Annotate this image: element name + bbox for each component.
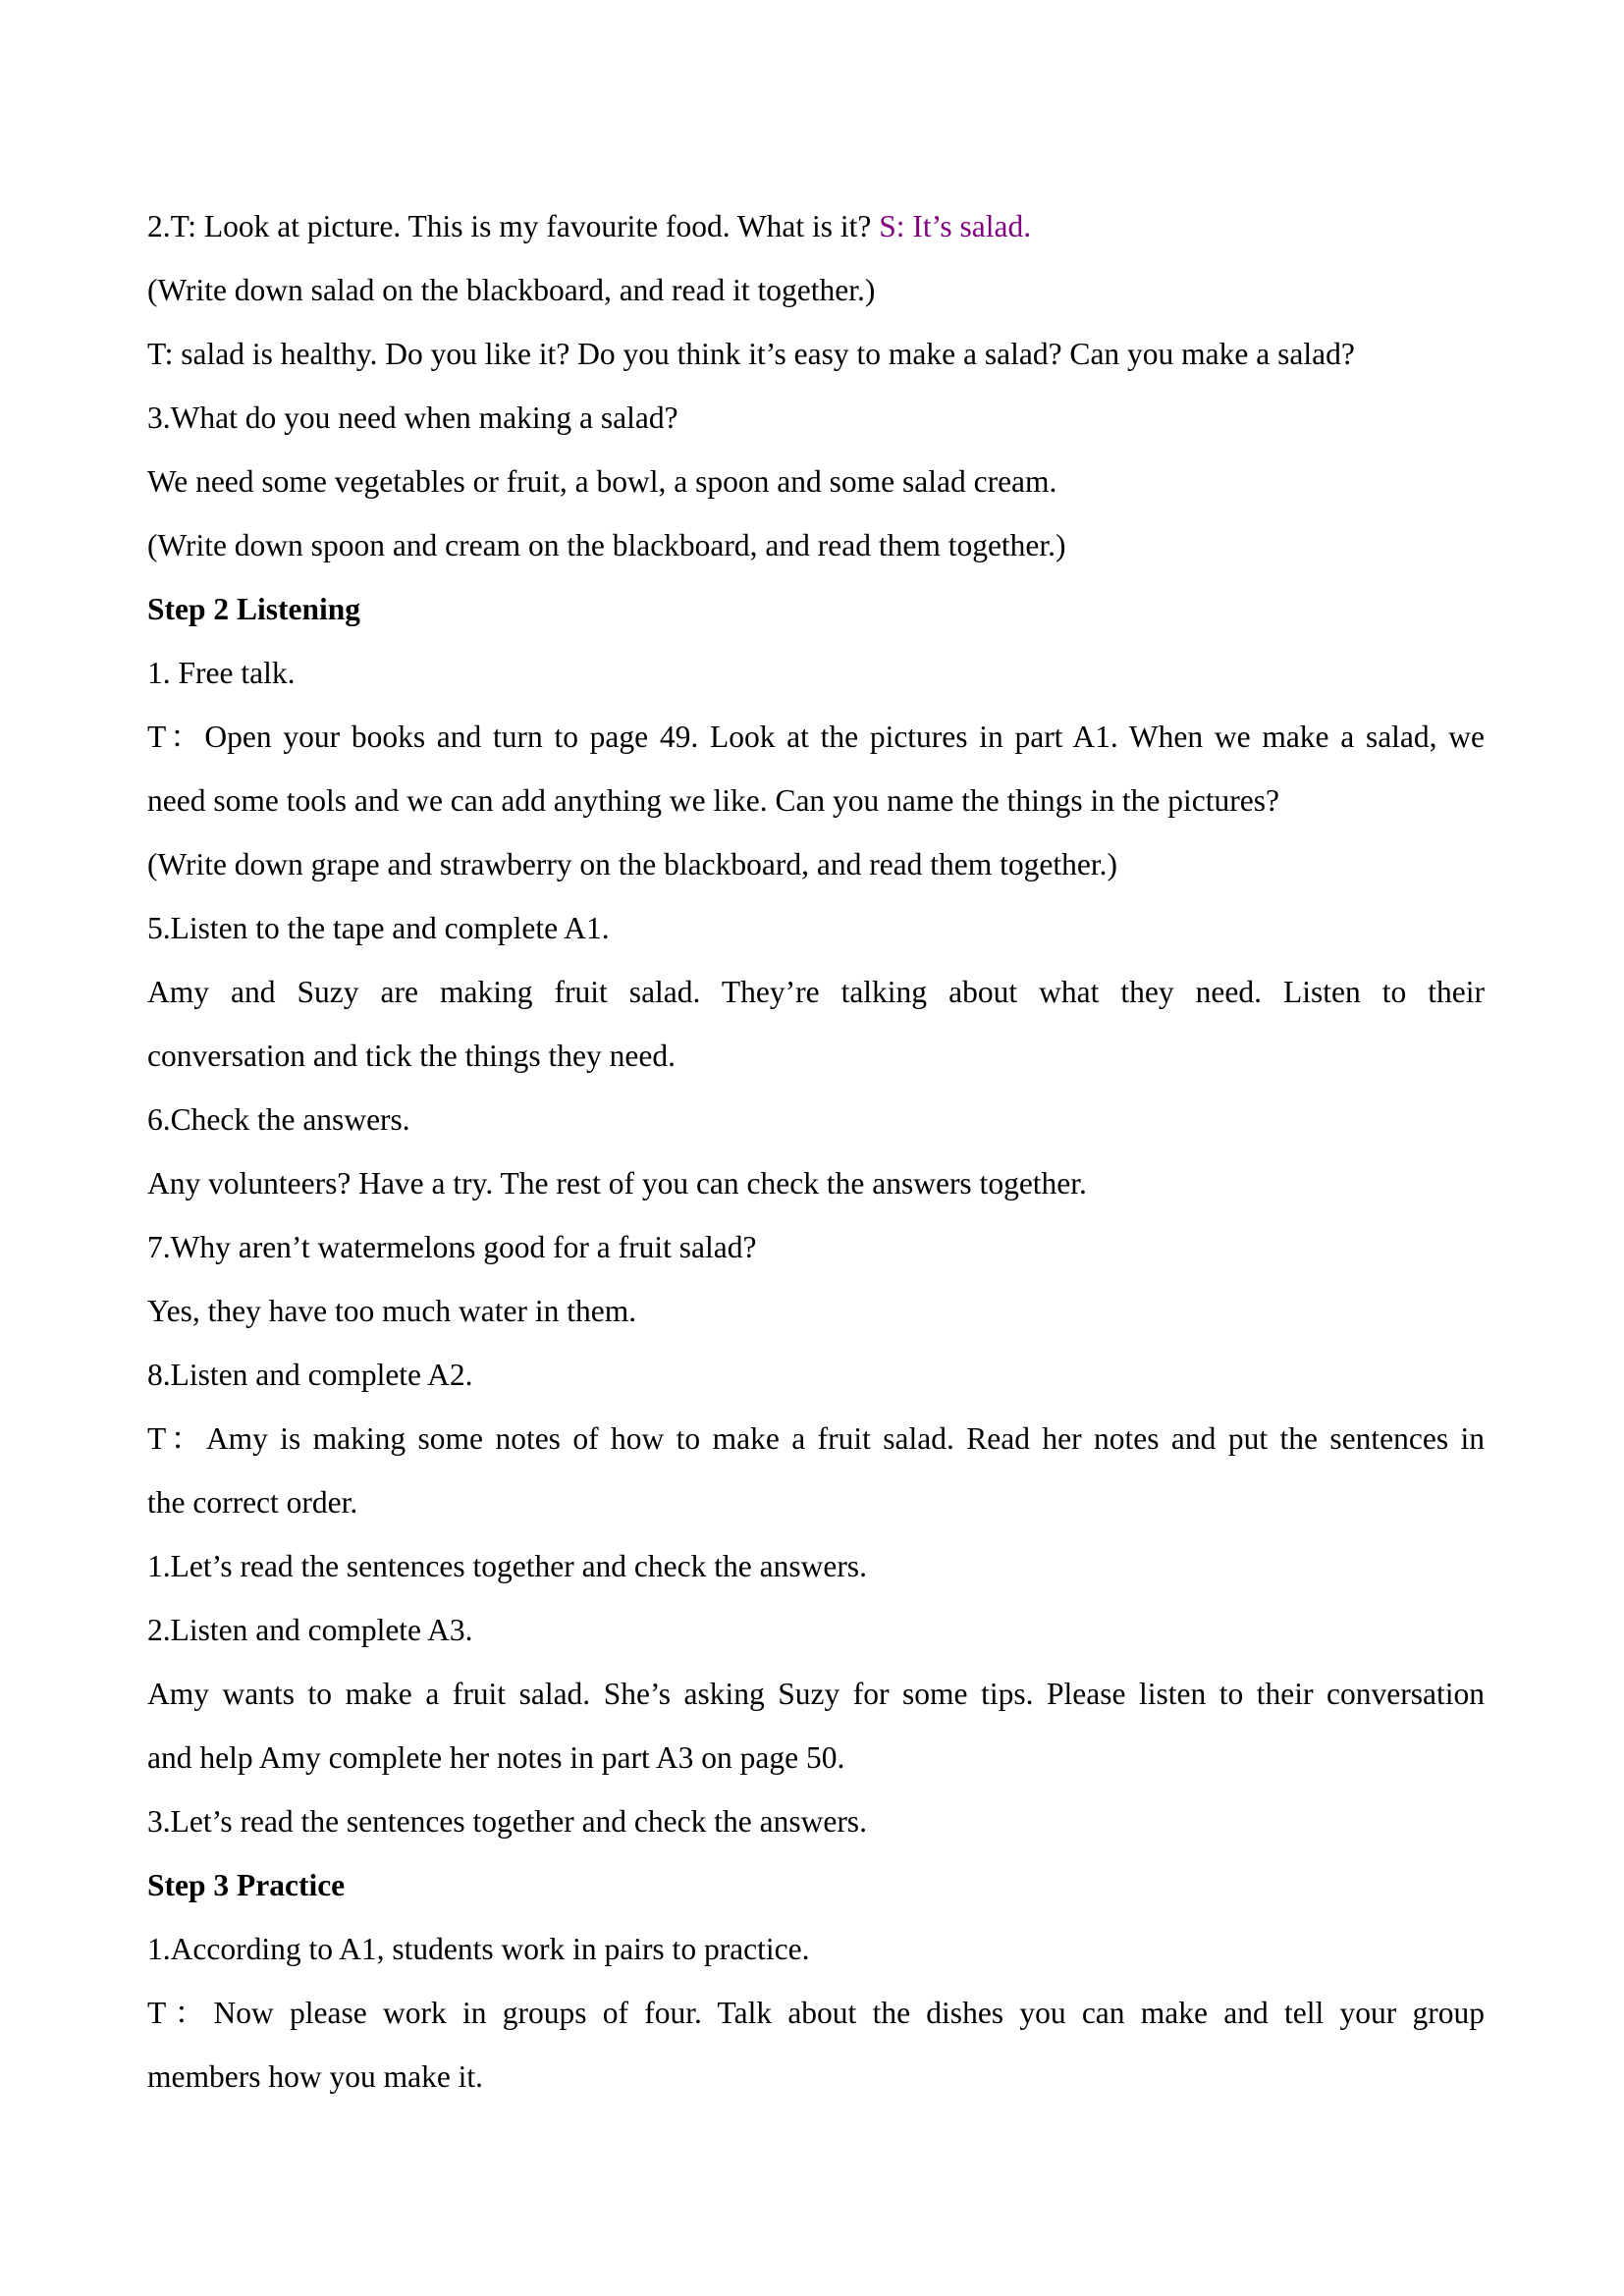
item-read-sentences-3: 3.Let’s read the sentences together and check the answers. (147, 1804, 867, 1839)
section-heading-step-2: Step 2 Listening (147, 592, 361, 626)
section-heading-step-3: Step 3 Practice (147, 1868, 346, 1902)
item-free-talk: 1. Free talk. (147, 656, 296, 690)
paragraph-amy-suzy-cont: conversation and tick the things they need. (147, 1039, 676, 1073)
dialogue-line-favourite-food (147, 207, 1485, 246)
answer-what-you-need: We need some vegetables or fruit, a bowl, a spoon and some salad cream. (147, 464, 1057, 499)
item-why-watermelons: 7.Why aren’t watermelons good for a fruit salad? (147, 1230, 757, 1264)
instruction-write-grape-strawberry: (Write down grape and strawberry on the blackboard, and read them together.) (147, 847, 1117, 881)
instruction-write-salad: (Write down salad on the blackboard, and read it together.) (147, 273, 876, 307)
teacher-question: 2.T: Look at picture. This is my favourite food. What is it? (147, 209, 880, 243)
item-read-sentences-1: 1.Let’s read the sentences together and check the answers. (147, 1549, 867, 1583)
paragraph-amy-suzy: Amy and Suzy are making fruit salad. They’re talking about what they need. Listen to their (147, 975, 1485, 1009)
line-any-volunteers: Any volunteers? Have a try. The rest of you can check the answers together. (147, 1166, 1087, 1201)
teacher-line-open-books: T：Open your books and turn to page 49. Look at the pictures in part A1. When we make a salad, we (147, 720, 1485, 754)
teacher-line-amy-notes: T：Amy is making some notes of how to make a fruit salad. Read her notes and put the sentences in (147, 1421, 1485, 1456)
teacher-line-salad-healthy: T: salad is healthy. Do you like it? Do you think it’s easy to make a salad? Can you make a salad? (147, 337, 1355, 371)
item-listen-a3: 2.Listen and complete A3. (147, 1613, 473, 1647)
item-listen-a2: 8.Listen and complete A2. (147, 1358, 473, 1392)
paragraph-amy-tips: Amy wants to make a fruit salad. She’s asking Suzy for some tips. Please listen to their conversation (147, 1677, 1485, 1711)
item-pairs-practice: 1.According to A1, students work in pairs to practice. (147, 1932, 810, 1966)
answer-too-much-water: Yes, they have too much water in them. (147, 1294, 637, 1328)
teacher-line-groups-of-four-cont: members how you make it. (147, 2059, 484, 2094)
instruction-write-spoon-cream: (Write down spoon and cream on the blackboard, and read them together.) (147, 528, 1066, 562)
item-check-answers: 6.Check the answers. (147, 1102, 410, 1137)
student-answer: S: It’s salad. (879, 209, 1032, 243)
item-listen-a1: 5.Listen to the tape and complete A1. (147, 911, 610, 945)
teacher-line-groups-of-four: T：Now please work in groups of four. Talk about the dishes you can make and tell your group (147, 1996, 1485, 2030)
question-what-you-need: 3.What do you need when making a salad? (147, 400, 678, 435)
teacher-line-amy-notes-cont: the correct order. (147, 1485, 358, 1520)
teacher-line-open-books-cont: need some tools and we can add anything we like. Can you name the things in the pictures? (147, 783, 1279, 818)
paragraph-amy-tips-cont: and help Amy complete her notes in part A3 on page 50. (147, 1740, 845, 1775)
